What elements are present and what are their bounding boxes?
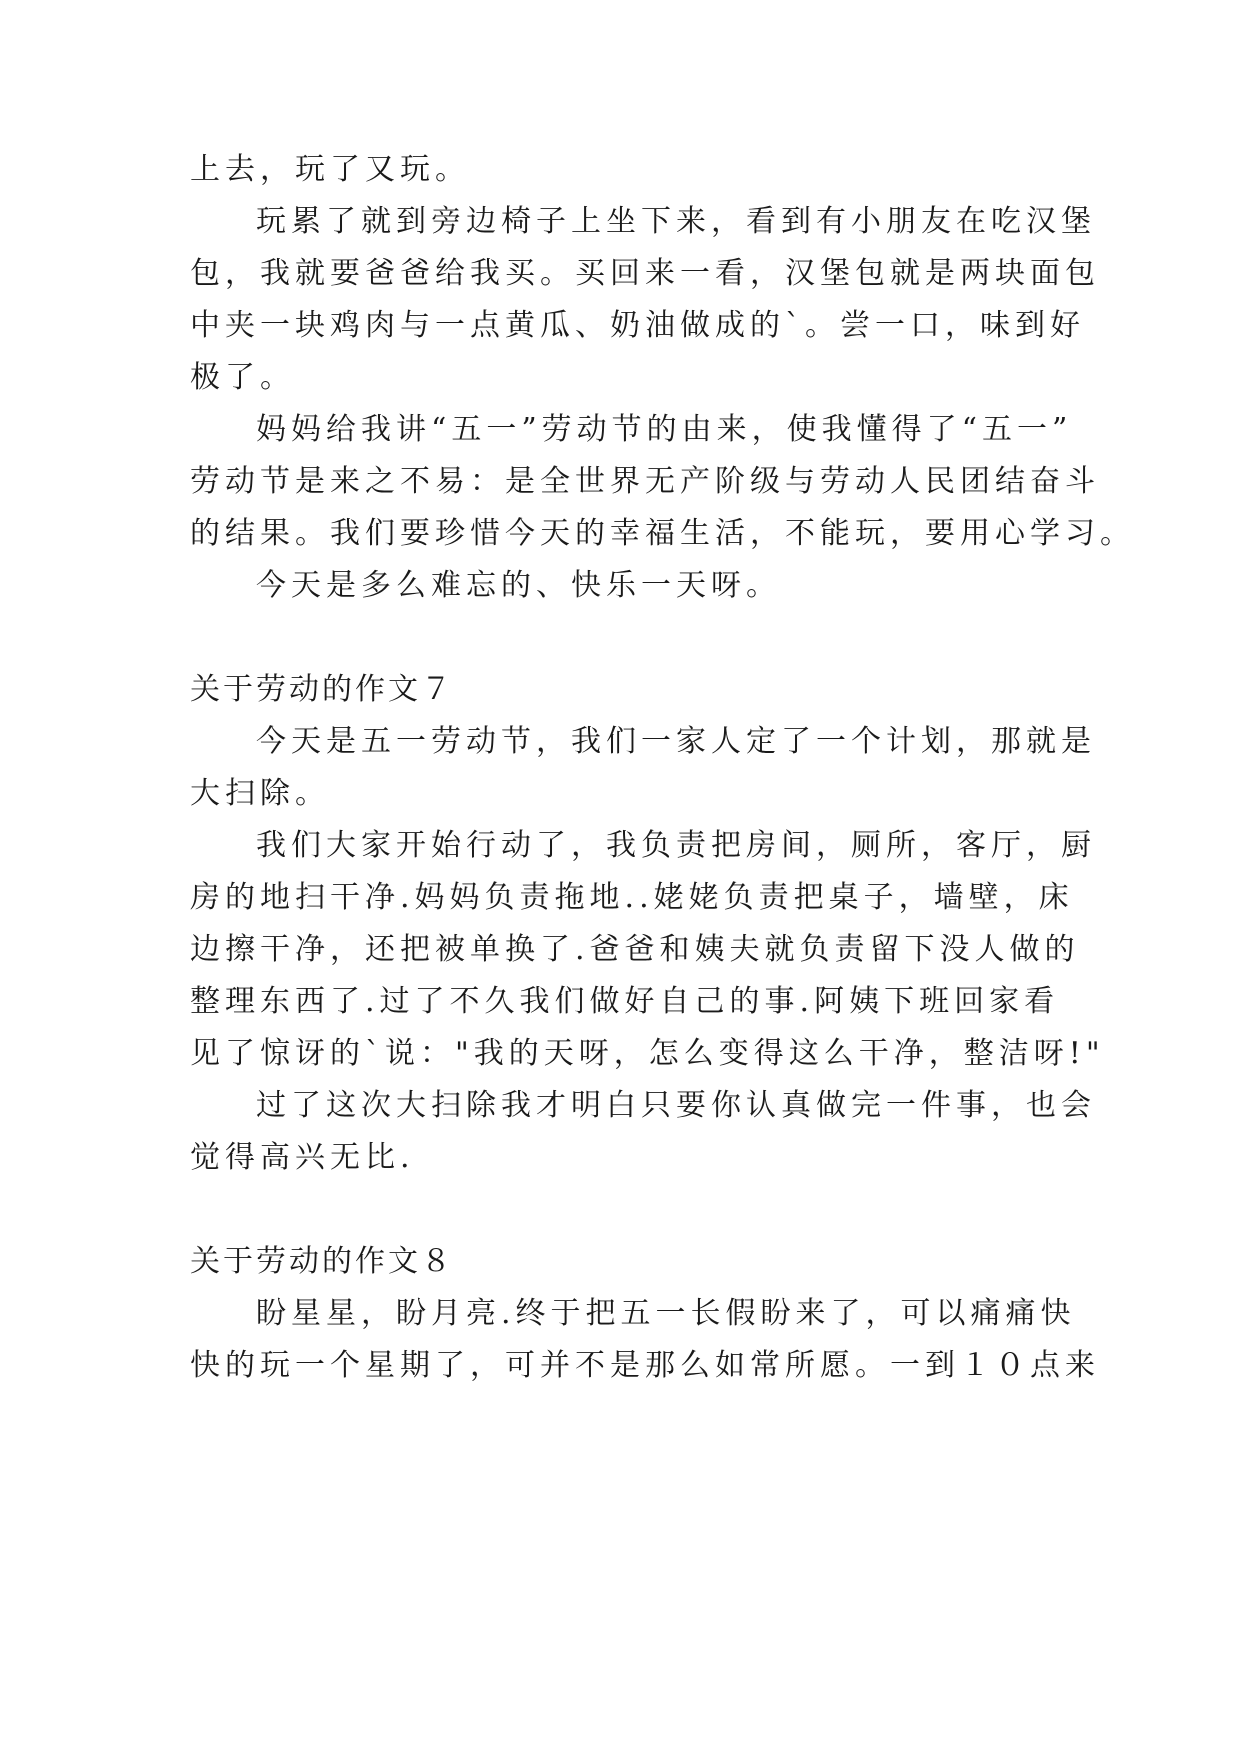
essay-title: 关于劳动的作文７ (190, 672, 454, 707)
text-line: 边擦干净，还把被单换了.爸爸和姨夫就负责留下没人做的 (190, 932, 1080, 967)
text-line: 劳动节是来之不易：是全世界无产阶级与劳动人民团结奋斗 (190, 464, 1100, 499)
text-line: 上去，玩了又玩。 (190, 152, 470, 187)
text-line: 整理东西了.过了不久我们做好自己的事.阿姨下班回家看 (190, 984, 1060, 1019)
text-line: 中夹一块鸡肉与一点黄瓜、奶油做成的`。尝一口，味到好 (190, 308, 1085, 343)
text-line: 过了这次大扫除我才明白只要你认真做完一件事，也会 (256, 1088, 1096, 1123)
text-line: 今天是多么难忘的、快乐一天呀。 (256, 568, 781, 603)
text-line: 快的玩一个星期了，可并不是那么如常所愿。一到１０点来 (190, 1348, 1100, 1383)
text-line: 觉得高兴无比. (190, 1140, 415, 1175)
text-line: 玩累了就到旁边椅子上坐下来，看到有小朋友在吃汉堡 (256, 204, 1096, 239)
text-line: 包，我就要爸爸给我买。买回来一看，汉堡包就是两块面包 (190, 256, 1100, 291)
text-line: 极了。 (190, 360, 295, 395)
essay-title: 关于劳动的作文８ (190, 1244, 454, 1279)
text-line: 大扫除。 (190, 776, 330, 811)
text-line: 妈妈给我讲“五一”劳动节的由来，使我懂得了“五一” (256, 412, 1073, 447)
text-line: 的结果。我们要珍惜今天的幸福生活，不能玩，要用心学习。 (190, 516, 1135, 551)
text-line: 见了惊讶的`说："我的天呀，怎么变得这么干净，整洁呀!" (190, 1036, 1105, 1071)
text-line: 我们大家开始行动了，我负责把房间，厕所，客厅，厨 (256, 828, 1096, 863)
text-line: 今天是五一劳动节，我们一家人定了一个计划，那就是 (256, 724, 1096, 759)
text-line: 房的地扫干净.妈妈负责拖地..姥姥负责把桌子，墙壁，床 (190, 880, 1074, 915)
text-line: 盼星星，盼月亮.终于把五一长假盼来了，可以痛痛快 (256, 1296, 1076, 1331)
